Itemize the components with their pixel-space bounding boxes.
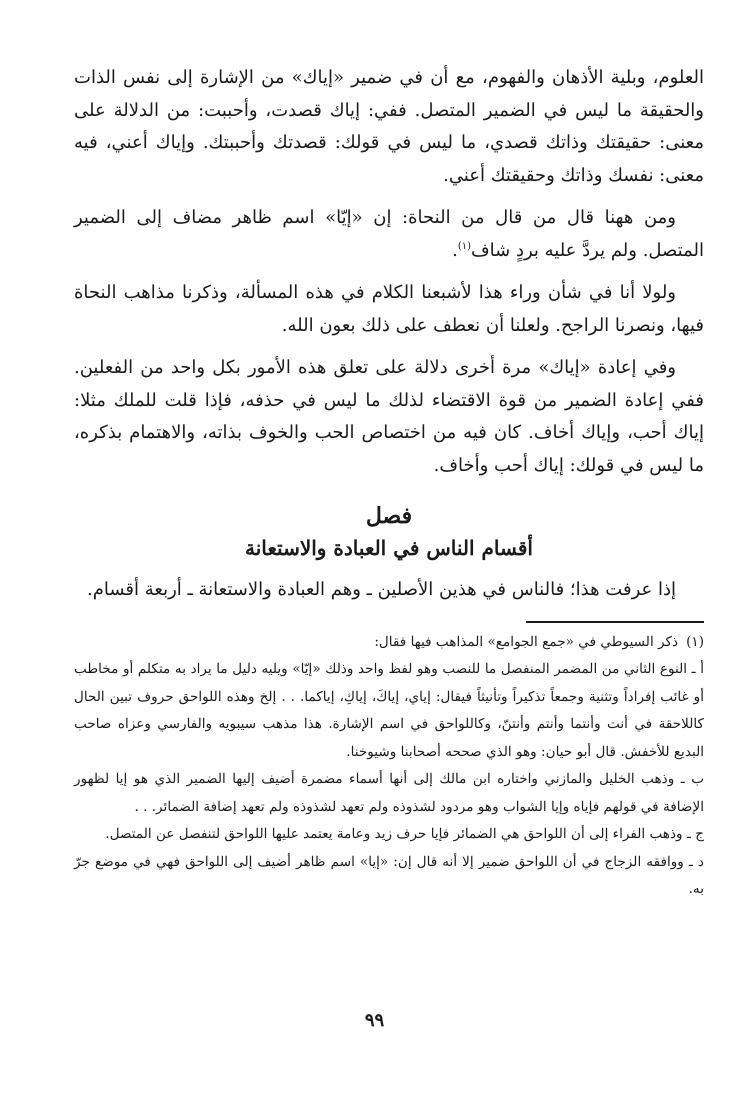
footnote-separator xyxy=(526,621,704,623)
footnote-reference[interactable]: (١) xyxy=(457,240,472,252)
paragraph-2-end: . xyxy=(452,239,458,261)
footnote-item-b: ب ـ وذهب الخليل والمازني واختاره ابن مالك إلى أنها أسماء مضمرة أضيف إليها الضمير الذي هو إيا لظهور الإضافة في قولهم فإياه وإيا الشواب وهو مردود لشذوذه ولم تعهد لشذوذه ولم تعهد إضافة الضمائر. . . xyxy=(74,771,704,815)
footnote-item-d: د ـ ووافقه الزجاج في أن اللواحق ضمير إلا أنه قال إن: «إيا» اسم ظاهر أضيف إلى اللواحق فهي في موضع جرّ به. xyxy=(74,853,704,897)
paragraph-2 xyxy=(74,202,704,267)
page-number: ٩٩ xyxy=(364,1010,385,1031)
footnote-item-a: أ ـ النوع الثاني من المضمر المنفصل ما للنصب وهو لفظ واحد وذلك «إيّا» ويليه دليل ما يراد به متكلم أو مخاطب أو غائب إفراداً وتثنية وجمعاً تذكيراً وتأنيثاً فيقال: إياي، إياكَ، إياكِ، إياكما. . . إلخ وهذه اللواحق حروف تبين الحال كاللاحقة في أنت وأنتما وأنتم وأنتنّ، وكاللواحق في اسم الإشارة. هذا مذهب سيبويه والفارسي وعزاه صاحب البديع للأخفش. قال أبو حيان: وهو الذي صححه أصحابنا وشيوخنا. xyxy=(74,661,704,760)
footnote-intro: ذكر السيوطي في «جمع الجوامع» المذاهب فيها فقال: xyxy=(374,633,679,650)
paragraph-gap xyxy=(74,342,704,352)
page-content xyxy=(74,62,704,904)
paragraph-5: إذا عرفت هذا؛ فالناس في هذين الأصلين ـ وهم العبادة والاستعانة ـ أربعة أقسام. xyxy=(87,579,676,600)
section-label: فصل xyxy=(365,503,413,529)
footnote-item-c: ج ـ وذهب الفراء إلى أن اللواحق هي الضمائر فإيا حرف زيد وعامة يعتمد عليها اللواحق لتنفصل عن المتصل. xyxy=(105,826,704,842)
paragraph-2-text: ومن ههنا قال من قال من النحاة: إن «إيّا» اسم ظاهر مضاف إلى الضمير المتصل. ولم يردَّ عليه بردٍ شاف xyxy=(74,207,704,261)
paragraph-gap xyxy=(74,564,704,574)
section-heading xyxy=(74,500,704,564)
footnote-intro-line xyxy=(74,629,704,657)
footnote-marker: (١) xyxy=(686,633,704,650)
paragraph-1: العلوم، وبلية الأذهان والفهوم، مع أن في ضمير «إياك» من الإشارة إلى نفس الذات والحقيقة ما ليس في الضمير المتصل. ففي: إياك قصدت، وأحببت: من الدلالة على معنى: حقيقتك وذاتك قصدي، ما ليس في قولك: قصدتك وأحببتك. وإياك أعني، فيه معنى: نفسك وذاتك وحقيقتك أعني. xyxy=(74,67,704,186)
paragraph-gap xyxy=(74,267,704,277)
footnotes xyxy=(74,629,704,904)
paragraph-3: ولولا أنا في شأن وراء هذا لأشبعنا الكلام في هذه المسألة، وذكرنا مذاهب النحاة فيها، ونصرنا الراجح. ولعلنا أن نعطف على ذلك بعون الله. xyxy=(74,282,704,336)
paragraph-4: وفي إعادة «إياك» مرة أخرى دلالة على تعلق هذه الأمور بكل واحد من الفعلين. ففي إعادة الضمير من قوة الاقتضاء لذلك ما ليس في حذفه، فإذا قلت للملك مثلا: إياك أحب، وإياك أخاف. كان فيه من اختصاص الحب والخوف بذاته، والاهتمام بذكره، ما ليس في قولك: إياك أحب وأخاف. xyxy=(74,357,704,476)
section-title: أقسام الناس في العبادة والاستعانة xyxy=(245,536,533,560)
paragraph-gap xyxy=(74,192,704,202)
